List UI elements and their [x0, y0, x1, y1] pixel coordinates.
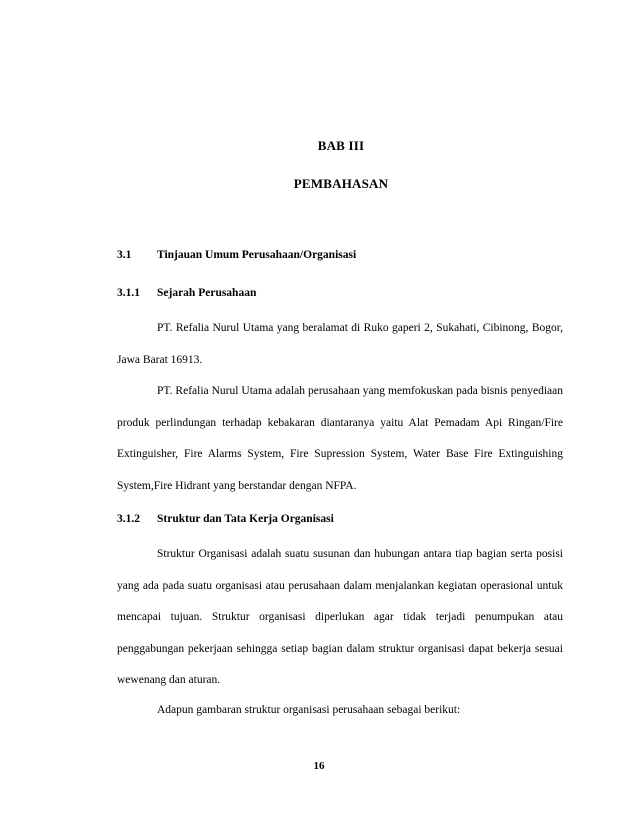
section-number: 3.1.1	[117, 287, 140, 299]
section-number: 3.1	[117, 249, 132, 261]
chapter-number: BAB III	[317, 138, 365, 153]
paragraph-structure-intro: Adapun gambaran struktur organisasi perusahaan sebagai berikut:	[157, 704, 461, 716]
section-title: Tinjauan Umum Perusahaan/Organisasi	[157, 249, 357, 261]
section-heading-3-1-1	[117, 287, 256, 299]
page-number: 16	[313, 760, 325, 772]
section-title: Struktur dan Tata Kerja Organisasi	[157, 513, 334, 525]
paragraph-address: PT. Refalia Nurul Utama yang beralamat di Ruko gaperi 2, Sukahati, Cibinong, Bogor, Jawa Barat 16913.	[117, 322, 563, 366]
section-heading-3-1-2	[117, 513, 334, 525]
section-title: Sejarah Perusahaan	[157, 287, 257, 299]
section-heading-3-1	[117, 249, 356, 261]
paragraph-structure-definition: Struktur Organisasi adalah suatu susunan dan hubungan antara tiap bagian serta posisi yang ada pada suatu organisasi atau perusahaan dalam menjalankan kegiatan operasional untuk mencapai tujuan. Struktur organisasi diperlukan agar tidak terjadi penumpukan atau penggabungan pekerjaan sehingga setiap bagian dalam struktur organisasi dapat bekerja sesuai wewenang dan aturan.	[117, 548, 563, 686]
paragraph-company-focus: PT. Refalia Nurul Utama adalah perusahaan yang memfokuskan pada bisnis penyediaan produk perlindungan terhadap kebakaran diantaranya yaitu Alat Pemadam Api Ringan/Fire Extinguisher, Fire Alarms System, Fire Supression System, Water Base Fire Extinguishing System,Fire Hidrant yang berstandar dengan NFPA.	[117, 385, 563, 492]
chapter-title: PEMBAHASAN	[293, 176, 389, 191]
section-number: 3.1.2	[117, 513, 140, 525]
